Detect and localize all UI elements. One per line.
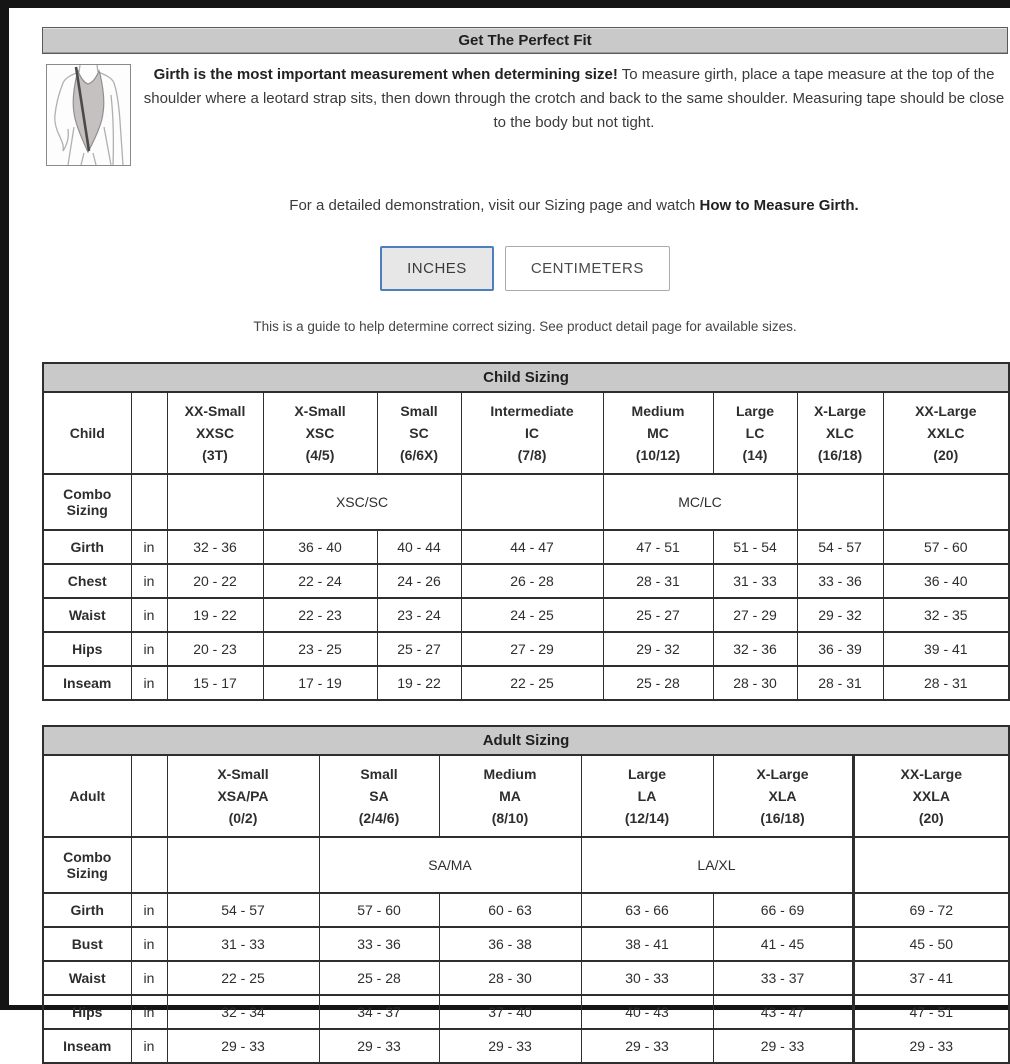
inches-button[interactable]: INCHES — [380, 246, 494, 291]
child-combo-cell-2 — [461, 474, 603, 530]
child-combo-cell-3: MC/LC — [603, 474, 797, 530]
child-girth-value-1: 36 - 40 — [263, 530, 377, 564]
child-row-label-chest: Chest — [43, 564, 131, 598]
child-girth-value-0: 32 - 36 — [167, 530, 263, 564]
child-waist-value-1: 22 - 23 — [263, 598, 377, 632]
child-inseam-value-6: 28 - 31 — [797, 666, 883, 700]
girth-instructions-body: To measure girth, place a tape measure at the top of the shoulder where a leotard strap sits, then down through the crotch and back to the same shoulder. Measuring tape should be close to the body but not tight. — [143, 66, 1005, 131]
child-inseam-value-0: 15 - 17 — [167, 666, 263, 700]
adult-size-col-xla: X-Large XLA (16/18) — [713, 755, 853, 837]
adult-girth-value-5: 69 - 72 — [853, 893, 1009, 927]
child-corner-label: Child — [43, 392, 131, 474]
child-hips-value-4: 29 - 32 — [603, 632, 713, 666]
adult-bust-value-4: 41 - 45 — [713, 927, 853, 961]
centimeters-button[interactable]: CENTIMETERS — [505, 246, 670, 291]
child-combo-label: Combo Sizing — [43, 474, 131, 530]
adult-table-title: Adult Sizing — [43, 726, 1009, 755]
child-hips-value-3: 27 - 29 — [461, 632, 603, 666]
adult-size-col-ma: Medium MA (8/10) — [439, 755, 581, 837]
child-chest-value-5: 31 - 33 — [713, 564, 797, 598]
child-hips-value-2: 25 - 27 — [377, 632, 461, 666]
adult-row-label-bust: Bust — [43, 927, 131, 961]
adult-row-label-girth: Girth — [43, 893, 131, 927]
adult-combo-unit — [131, 837, 167, 893]
child-table-title: Child Sizing — [43, 363, 1009, 392]
child-combo-unit — [131, 474, 167, 530]
adult-row-hips — [43, 995, 1009, 1029]
adult-size-col-xsa-pa: X-Small XSA/PA (0/2) — [167, 755, 319, 837]
adult-combo-label: Combo Sizing — [43, 837, 131, 893]
adult-sizing-table — [42, 725, 1010, 1064]
adult-girth-value-4: 66 - 69 — [713, 893, 853, 927]
child-size-col-ic: Intermediate IC (7/8) — [461, 392, 603, 474]
adult-inseam-value-5: 29 - 33 — [853, 1029, 1009, 1063]
child-chest-value-1: 22 - 24 — [263, 564, 377, 598]
child-size-col-xxsc: XX-Small XXSC (3T) — [167, 392, 263, 474]
adult-unit-cell: in — [131, 1029, 167, 1063]
leotard-girth-diagram-icon — [46, 64, 131, 166]
child-inseam-value-3: 22 - 25 — [461, 666, 603, 700]
child-size-col-xsc: X-Small XSC (4/5) — [263, 392, 377, 474]
child-girth-value-6: 54 - 57 — [797, 530, 883, 564]
child-chest-value-6: 33 - 36 — [797, 564, 883, 598]
child-girth-value-4: 47 - 51 — [603, 530, 713, 564]
child-chest-value-4: 28 - 31 — [603, 564, 713, 598]
child-waist-value-2: 23 - 24 — [377, 598, 461, 632]
child-row-label-hips: Hips — [43, 632, 131, 666]
child-waist-value-3: 24 - 25 — [461, 598, 603, 632]
child-row-chest — [43, 564, 1009, 598]
adult-waist-value-1: 25 - 28 — [319, 961, 439, 995]
child-waist-value-4: 25 - 27 — [603, 598, 713, 632]
page-title: Get The Perfect Fit — [42, 27, 1008, 54]
demo-line-text: For a detailed demonstration, visit our Sizing page and watch — [289, 197, 700, 214]
child-unit-cell: in — [131, 530, 167, 564]
child-chest-value-2: 24 - 26 — [377, 564, 461, 598]
child-row-waist — [43, 598, 1009, 632]
adult-girth-value-3: 63 - 66 — [581, 893, 713, 927]
adult-corner-label: Adult — [43, 755, 131, 837]
child-unit-cell: in — [131, 632, 167, 666]
child-chest-value-3: 26 - 28 — [461, 564, 603, 598]
demo-line-bold: How to Measure Girth. — [699, 197, 859, 214]
child-inseam-value-4: 25 - 28 — [603, 666, 713, 700]
adult-inseam-value-3: 29 - 33 — [581, 1029, 713, 1063]
adult-inseam-value-4: 29 - 33 — [713, 1029, 853, 1063]
child-combo-cell-1: XSC/SC — [263, 474, 461, 530]
unit-toggle — [42, 246, 1008, 291]
girth-intro-section — [42, 63, 1008, 167]
adult-combo-cell-2: LA/XL — [581, 837, 853, 893]
guide-note: This is a guide to help determine correct sizing. See product detail page for available sizes. — [253, 319, 797, 334]
child-inseam-value-7: 28 - 31 — [883, 666, 1009, 700]
child-unit-header — [131, 392, 167, 474]
adult-row-bust — [43, 927, 1009, 961]
girth-instructions — [140, 63, 1008, 135]
child-row-label-girth: Girth — [43, 530, 131, 564]
adult-row-label-hips: Hips — [43, 995, 131, 1029]
child-hips-value-1: 23 - 25 — [263, 632, 377, 666]
adult-girth-value-2: 60 - 63 — [439, 893, 581, 927]
child-size-col-lc: Large LC (14) — [713, 392, 797, 474]
child-combo-cell-5 — [883, 474, 1009, 530]
child-hips-value-7: 39 - 41 — [883, 632, 1009, 666]
adult-bust-value-0: 31 - 33 — [167, 927, 319, 961]
adult-waist-value-0: 22 - 25 — [167, 961, 319, 995]
child-hips-value-5: 32 - 36 — [713, 632, 797, 666]
child-hips-value-0: 20 - 23 — [167, 632, 263, 666]
page-border-top — [0, 0, 1010, 8]
child-row-hips — [43, 632, 1009, 666]
adult-hips-value-3: 40 - 43 — [581, 995, 713, 1029]
adult-girth-value-1: 57 - 60 — [319, 893, 439, 927]
child-row-label-waist: Waist — [43, 598, 131, 632]
adult-combo-cell-1: SA/MA — [319, 837, 581, 893]
adult-row-girth — [43, 893, 1009, 927]
child-waist-value-7: 32 - 35 — [883, 598, 1009, 632]
adult-row-waist — [43, 961, 1009, 995]
adult-hips-value-1: 34 - 37 — [319, 995, 439, 1029]
adult-unit-cell: in — [131, 961, 167, 995]
adult-size-col-sa: Small SA (2/4/6) — [319, 755, 439, 837]
child-combo-cell-0 — [167, 474, 263, 530]
adult-bust-value-5: 45 - 50 — [853, 927, 1009, 961]
child-waist-value-6: 29 - 32 — [797, 598, 883, 632]
girth-instructions-lead: Girth is the most important measurement when determining size! — [153, 66, 618, 83]
adult-row-inseam — [43, 1029, 1009, 1063]
adult-size-col-la: Large LA (12/14) — [581, 755, 713, 837]
child-waist-value-0: 19 - 22 — [167, 598, 263, 632]
adult-hips-value-5: 47 - 51 — [853, 995, 1009, 1029]
adult-bust-value-2: 36 - 38 — [439, 927, 581, 961]
adult-bust-value-3: 38 - 41 — [581, 927, 713, 961]
adult-unit-cell: in — [131, 893, 167, 927]
child-row-label-inseam: Inseam — [43, 666, 131, 700]
child-row-inseam — [43, 666, 1009, 700]
adult-waist-value-2: 28 - 30 — [439, 961, 581, 995]
demo-line — [42, 197, 1008, 214]
child-size-col-xlc: X-Large XLC (16/18) — [797, 392, 883, 474]
adult-inseam-value-2: 29 - 33 — [439, 1029, 581, 1063]
child-size-col-mc: Medium MC (10/12) — [603, 392, 713, 474]
adult-unit-cell: in — [131, 927, 167, 961]
child-chest-value-7: 36 - 40 — [883, 564, 1009, 598]
child-chest-value-0: 20 - 22 — [167, 564, 263, 598]
child-unit-cell: in — [131, 666, 167, 700]
page-border-left — [0, 0, 9, 1010]
adult-size-col-xxla: XX-Large XXLA (20) — [853, 755, 1009, 837]
child-combo-cell-4 — [797, 474, 883, 530]
child-inseam-value-5: 28 - 30 — [713, 666, 797, 700]
child-unit-cell: in — [131, 564, 167, 598]
child-inseam-value-1: 17 - 19 — [263, 666, 377, 700]
child-sizing-table — [42, 362, 1010, 701]
adult-bust-value-1: 33 - 36 — [319, 927, 439, 961]
child-girth-value-2: 40 - 44 — [377, 530, 461, 564]
child-girth-value-3: 44 - 47 — [461, 530, 603, 564]
adult-unit-cell: in — [131, 995, 167, 1029]
child-size-col-sc: Small SC (6/6X) — [377, 392, 461, 474]
adult-inseam-value-0: 29 - 33 — [167, 1029, 319, 1063]
child-inseam-value-2: 19 - 22 — [377, 666, 461, 700]
child-girth-value-5: 51 - 54 — [713, 530, 797, 564]
adult-unit-header — [131, 755, 167, 837]
child-row-girth — [43, 530, 1009, 564]
child-unit-cell: in — [131, 598, 167, 632]
child-girth-value-7: 57 - 60 — [883, 530, 1009, 564]
child-waist-value-5: 27 - 29 — [713, 598, 797, 632]
sizing-page — [42, 27, 1008, 1064]
adult-girth-value-0: 54 - 57 — [167, 893, 319, 927]
adult-combo-cell-3 — [853, 837, 1009, 893]
adult-inseam-value-1: 29 - 33 — [319, 1029, 439, 1063]
adult-hips-value-0: 32 - 34 — [167, 995, 319, 1029]
adult-row-label-waist: Waist — [43, 961, 131, 995]
adult-waist-value-3: 30 - 33 — [581, 961, 713, 995]
adult-combo-cell-0 — [167, 837, 319, 893]
child-hips-value-6: 36 - 39 — [797, 632, 883, 666]
adult-waist-value-4: 33 - 37 — [713, 961, 853, 995]
adult-waist-value-5: 37 - 41 — [853, 961, 1009, 995]
adult-hips-value-4: 43 - 47 — [713, 995, 853, 1029]
adult-row-label-inseam: Inseam — [43, 1029, 131, 1063]
adult-hips-value-2: 37 - 40 — [439, 995, 581, 1029]
child-size-col-xxlc: XX-Large XXLC (20) — [883, 392, 1009, 474]
